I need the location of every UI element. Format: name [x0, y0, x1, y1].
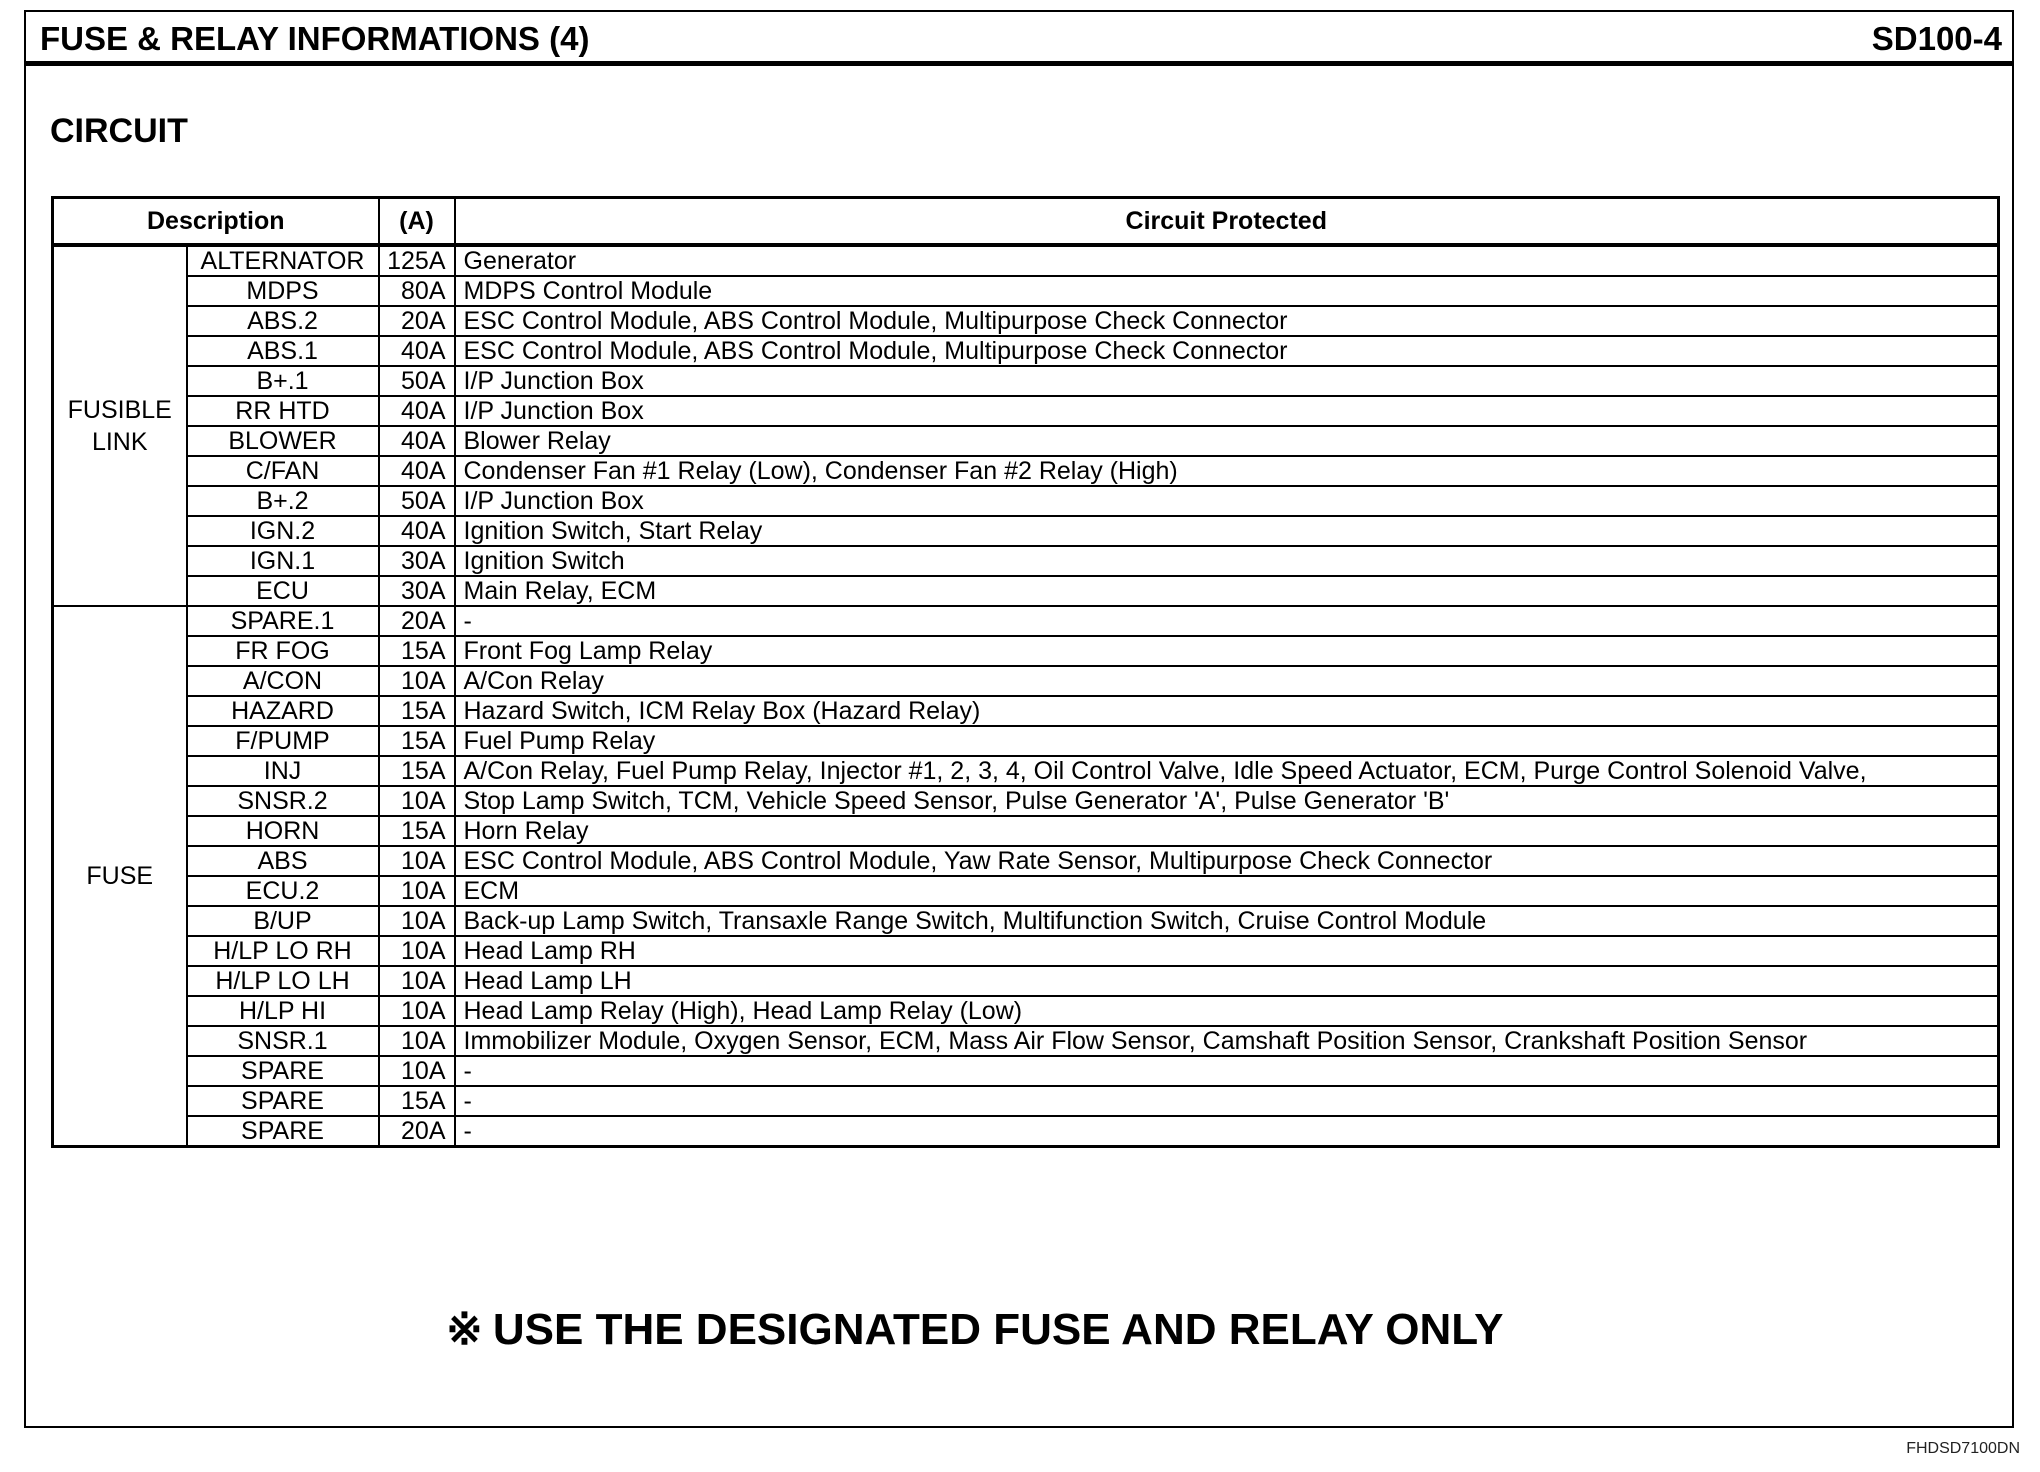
fuse-ampere: 15A	[379, 726, 455, 756]
circuit-protected: Fuel Pump Relay	[455, 726, 1999, 756]
circuit-protected: Blower Relay	[455, 426, 1999, 456]
table-row	[53, 756, 1999, 786]
header-circuit: Circuit Protected	[455, 198, 1999, 246]
fuse-ampere: 40A	[379, 336, 455, 366]
table-row	[53, 546, 1999, 576]
fuse-ampere: 50A	[379, 486, 455, 516]
circuit-protected: ESC Control Module, ABS Control Module, Multipurpose Check Connector	[455, 336, 1999, 366]
fuse-name: B+.2	[187, 486, 379, 516]
category-label: LINK	[91, 428, 148, 456]
fuse-ampere: 10A	[379, 846, 455, 876]
fuse-name: SNSR.1	[187, 1026, 379, 1056]
fuse-ampere: 40A	[379, 456, 455, 486]
circuit-protected: -	[455, 1116, 1999, 1147]
circuit-protected: ESC Control Module, ABS Control Module, Yaw Rate Sensor, Multipurpose Check Connector	[455, 846, 1999, 876]
fuse-ampere: 15A	[379, 636, 455, 666]
fuse-ampere: 15A	[379, 696, 455, 726]
circuit-protected: Immobilizer Module, Oxygen Sensor, ECM, Mass Air Flow Sensor, Camshaft Position Sensor, Crankshaft Position Sensor	[455, 1026, 1999, 1056]
fuse-name: ECU	[187, 576, 379, 606]
page-code: SD100-4	[1871, 20, 2002, 57]
table-row	[53, 906, 1999, 936]
table-row	[53, 306, 1999, 336]
fuse-ampere: 40A	[379, 426, 455, 456]
document-code: FHDSD7100DN	[1906, 1440, 2020, 1457]
fuse-name: ABS	[187, 846, 379, 876]
fuse-name: HORN	[187, 816, 379, 846]
fuse-name: FR FOG	[187, 636, 379, 666]
notice	[446, 1304, 1503, 1355]
table-body	[53, 245, 1999, 1147]
circuit-protected: Head Lamp LH	[455, 966, 1999, 996]
table-row	[53, 666, 1999, 696]
circuit-protected: Back-up Lamp Switch, Transaxle Range Switch, Multifunction Switch, Cruise Control Module	[455, 906, 1999, 936]
fuse-name: C/FAN	[187, 456, 379, 486]
circuit-protected: I/P Junction Box	[455, 486, 1999, 516]
fuse-relay-table	[51, 196, 2000, 1148]
table-row	[53, 606, 1999, 636]
page-title: FUSE & RELAY INFORMATIONS (4)	[40, 20, 590, 57]
section-title: CIRCUIT	[50, 112, 188, 150]
page-header	[24, 10, 2014, 66]
fuse-ampere: 10A	[379, 876, 455, 906]
circuit-protected: Generator	[455, 245, 1999, 276]
fuse-ampere: 30A	[379, 546, 455, 576]
circuit-protected: -	[455, 1056, 1999, 1086]
fuse-ampere: 30A	[379, 576, 455, 606]
fuse-ampere: 15A	[379, 816, 455, 846]
table-row	[53, 1086, 1999, 1116]
fuse-ampere: 10A	[379, 666, 455, 696]
table-row	[53, 516, 1999, 546]
fuse-ampere: 80A	[379, 276, 455, 306]
fuse-ampere: 10A	[379, 786, 455, 816]
fuse-name: H/LP LO RH	[187, 936, 379, 966]
table-header-row	[53, 198, 1999, 246]
circuit-protected: Ignition Switch, Start Relay	[455, 516, 1999, 546]
fuse-ampere: 10A	[379, 1056, 455, 1086]
circuit-protected: ECM	[455, 876, 1999, 906]
circuit-protected: Ignition Switch	[455, 546, 1999, 576]
circuit-protected: Stop Lamp Switch, TCM, Vehicle Speed Sensor, Pulse Generator 'A', Pulse Generator 'B'	[455, 786, 1999, 816]
fuse-ampere: 20A	[379, 1116, 455, 1147]
circuit-protected: A/Con Relay, Fuel Pump Relay, Injector #1, 2, 3, 4, Oil Control Valve, Idle Speed Actuator, ECM, Purge Control Solenoid Valve,	[455, 756, 1999, 786]
fuse-name: B/UP	[187, 906, 379, 936]
fuse-ampere: 40A	[379, 516, 455, 546]
circuit-protected: I/P Junction Box	[455, 366, 1999, 396]
fuse-ampere: 15A	[379, 756, 455, 786]
circuit-protected: Main Relay, ECM	[455, 576, 1999, 606]
fuse-ampere: 10A	[379, 906, 455, 936]
header-description: Description	[53, 198, 379, 246]
table-row	[53, 996, 1999, 1026]
fuse-name: IGN.1	[187, 546, 379, 576]
table-row	[53, 245, 1999, 276]
fuse-name: H/LP LO LH	[187, 966, 379, 996]
table-row	[53, 966, 1999, 996]
fuse-name: ALTERNATOR	[187, 245, 379, 276]
circuit-protected: -	[455, 1086, 1999, 1116]
circuit-protected: Horn Relay	[455, 816, 1999, 846]
table-row	[53, 786, 1999, 816]
table-row	[53, 876, 1999, 906]
fuse-ampere: 10A	[379, 1026, 455, 1056]
fuse-ampere: 20A	[379, 306, 455, 336]
table-row	[53, 1026, 1999, 1056]
fuse-ampere: 10A	[379, 936, 455, 966]
header-ampere: (A)	[379, 198, 455, 246]
table-row	[53, 576, 1999, 606]
circuit-protected: -	[455, 606, 1999, 636]
circuit-protected: Condenser Fan #1 Relay (Low), Condenser Fan #2 Relay (High)	[455, 456, 1999, 486]
circuit-protected: Front Fog Lamp Relay	[455, 636, 1999, 666]
fuse-ampere: 125A	[379, 245, 455, 276]
fuse-name: SPARE.1	[187, 606, 379, 636]
fuse-name: B+.1	[187, 366, 379, 396]
fuse-name: A/CON	[187, 666, 379, 696]
fuse-name: IGN.2	[187, 516, 379, 546]
fuse-name: SNSR.2	[187, 786, 379, 816]
fuse-ampere: 40A	[379, 396, 455, 426]
fuse-ampere: 15A	[379, 1086, 455, 1116]
table-row	[53, 336, 1999, 366]
table-row	[53, 486, 1999, 516]
table-row	[53, 636, 1999, 666]
table-row	[53, 426, 1999, 456]
fuse-ampere: 10A	[379, 966, 455, 996]
circuit-protected: Head Lamp Relay (High), Head Lamp Relay (Low)	[455, 996, 1999, 1026]
fuse-name: HAZARD	[187, 696, 379, 726]
fuse-name: ECU.2	[187, 876, 379, 906]
table-row	[53, 366, 1999, 396]
fuse-name: INJ	[187, 756, 379, 786]
circuit-protected: ESC Control Module, ABS Control Module, Multipurpose Check Connector	[455, 306, 1999, 336]
fuse-ampere: 10A	[379, 996, 455, 1026]
table-row	[53, 846, 1999, 876]
table-row	[53, 1056, 1999, 1086]
fuse-name: MDPS	[187, 276, 379, 306]
fuse-ampere: 20A	[379, 606, 455, 636]
table-row	[53, 816, 1999, 846]
fuse-name: SPARE	[187, 1056, 379, 1086]
table-row	[53, 276, 1999, 306]
fuse-name: SPARE	[187, 1086, 379, 1116]
circuit-protected: I/P Junction Box	[455, 396, 1999, 426]
circuit-protected: Hazard Switch, ICM Relay Box (Hazard Relay)	[455, 696, 1999, 726]
circuit-protected: Head Lamp RH	[455, 936, 1999, 966]
fuse-name: ABS.1	[187, 336, 379, 366]
fuse-name: H/LP HI	[187, 996, 379, 1026]
table-row	[53, 936, 1999, 966]
notice-text: USE THE DESIGNATED FUSE AND RELAY ONLY	[492, 1305, 1504, 1354]
table-row	[53, 726, 1999, 756]
fuse-name: RR HTD	[187, 396, 379, 426]
table-row	[53, 696, 1999, 726]
circuit-protected: A/Con Relay	[455, 666, 1999, 696]
table-row	[53, 396, 1999, 426]
fuse-name: BLOWER	[187, 426, 379, 456]
category-label: FUSIBLE	[67, 396, 172, 424]
reference-mark-icon: ※	[446, 1305, 483, 1354]
table-row	[53, 1116, 1999, 1147]
table-row	[53, 456, 1999, 486]
fuse-name: SPARE	[187, 1116, 379, 1147]
circuit-protected: MDPS Control Module	[455, 276, 1999, 306]
category-fuse: FUSE	[53, 606, 187, 1147]
fuse-name: ABS.2	[187, 306, 379, 336]
fuse-ampere: 50A	[379, 366, 455, 396]
category-fusible-link	[53, 245, 187, 606]
fuse-name: F/PUMP	[187, 726, 379, 756]
